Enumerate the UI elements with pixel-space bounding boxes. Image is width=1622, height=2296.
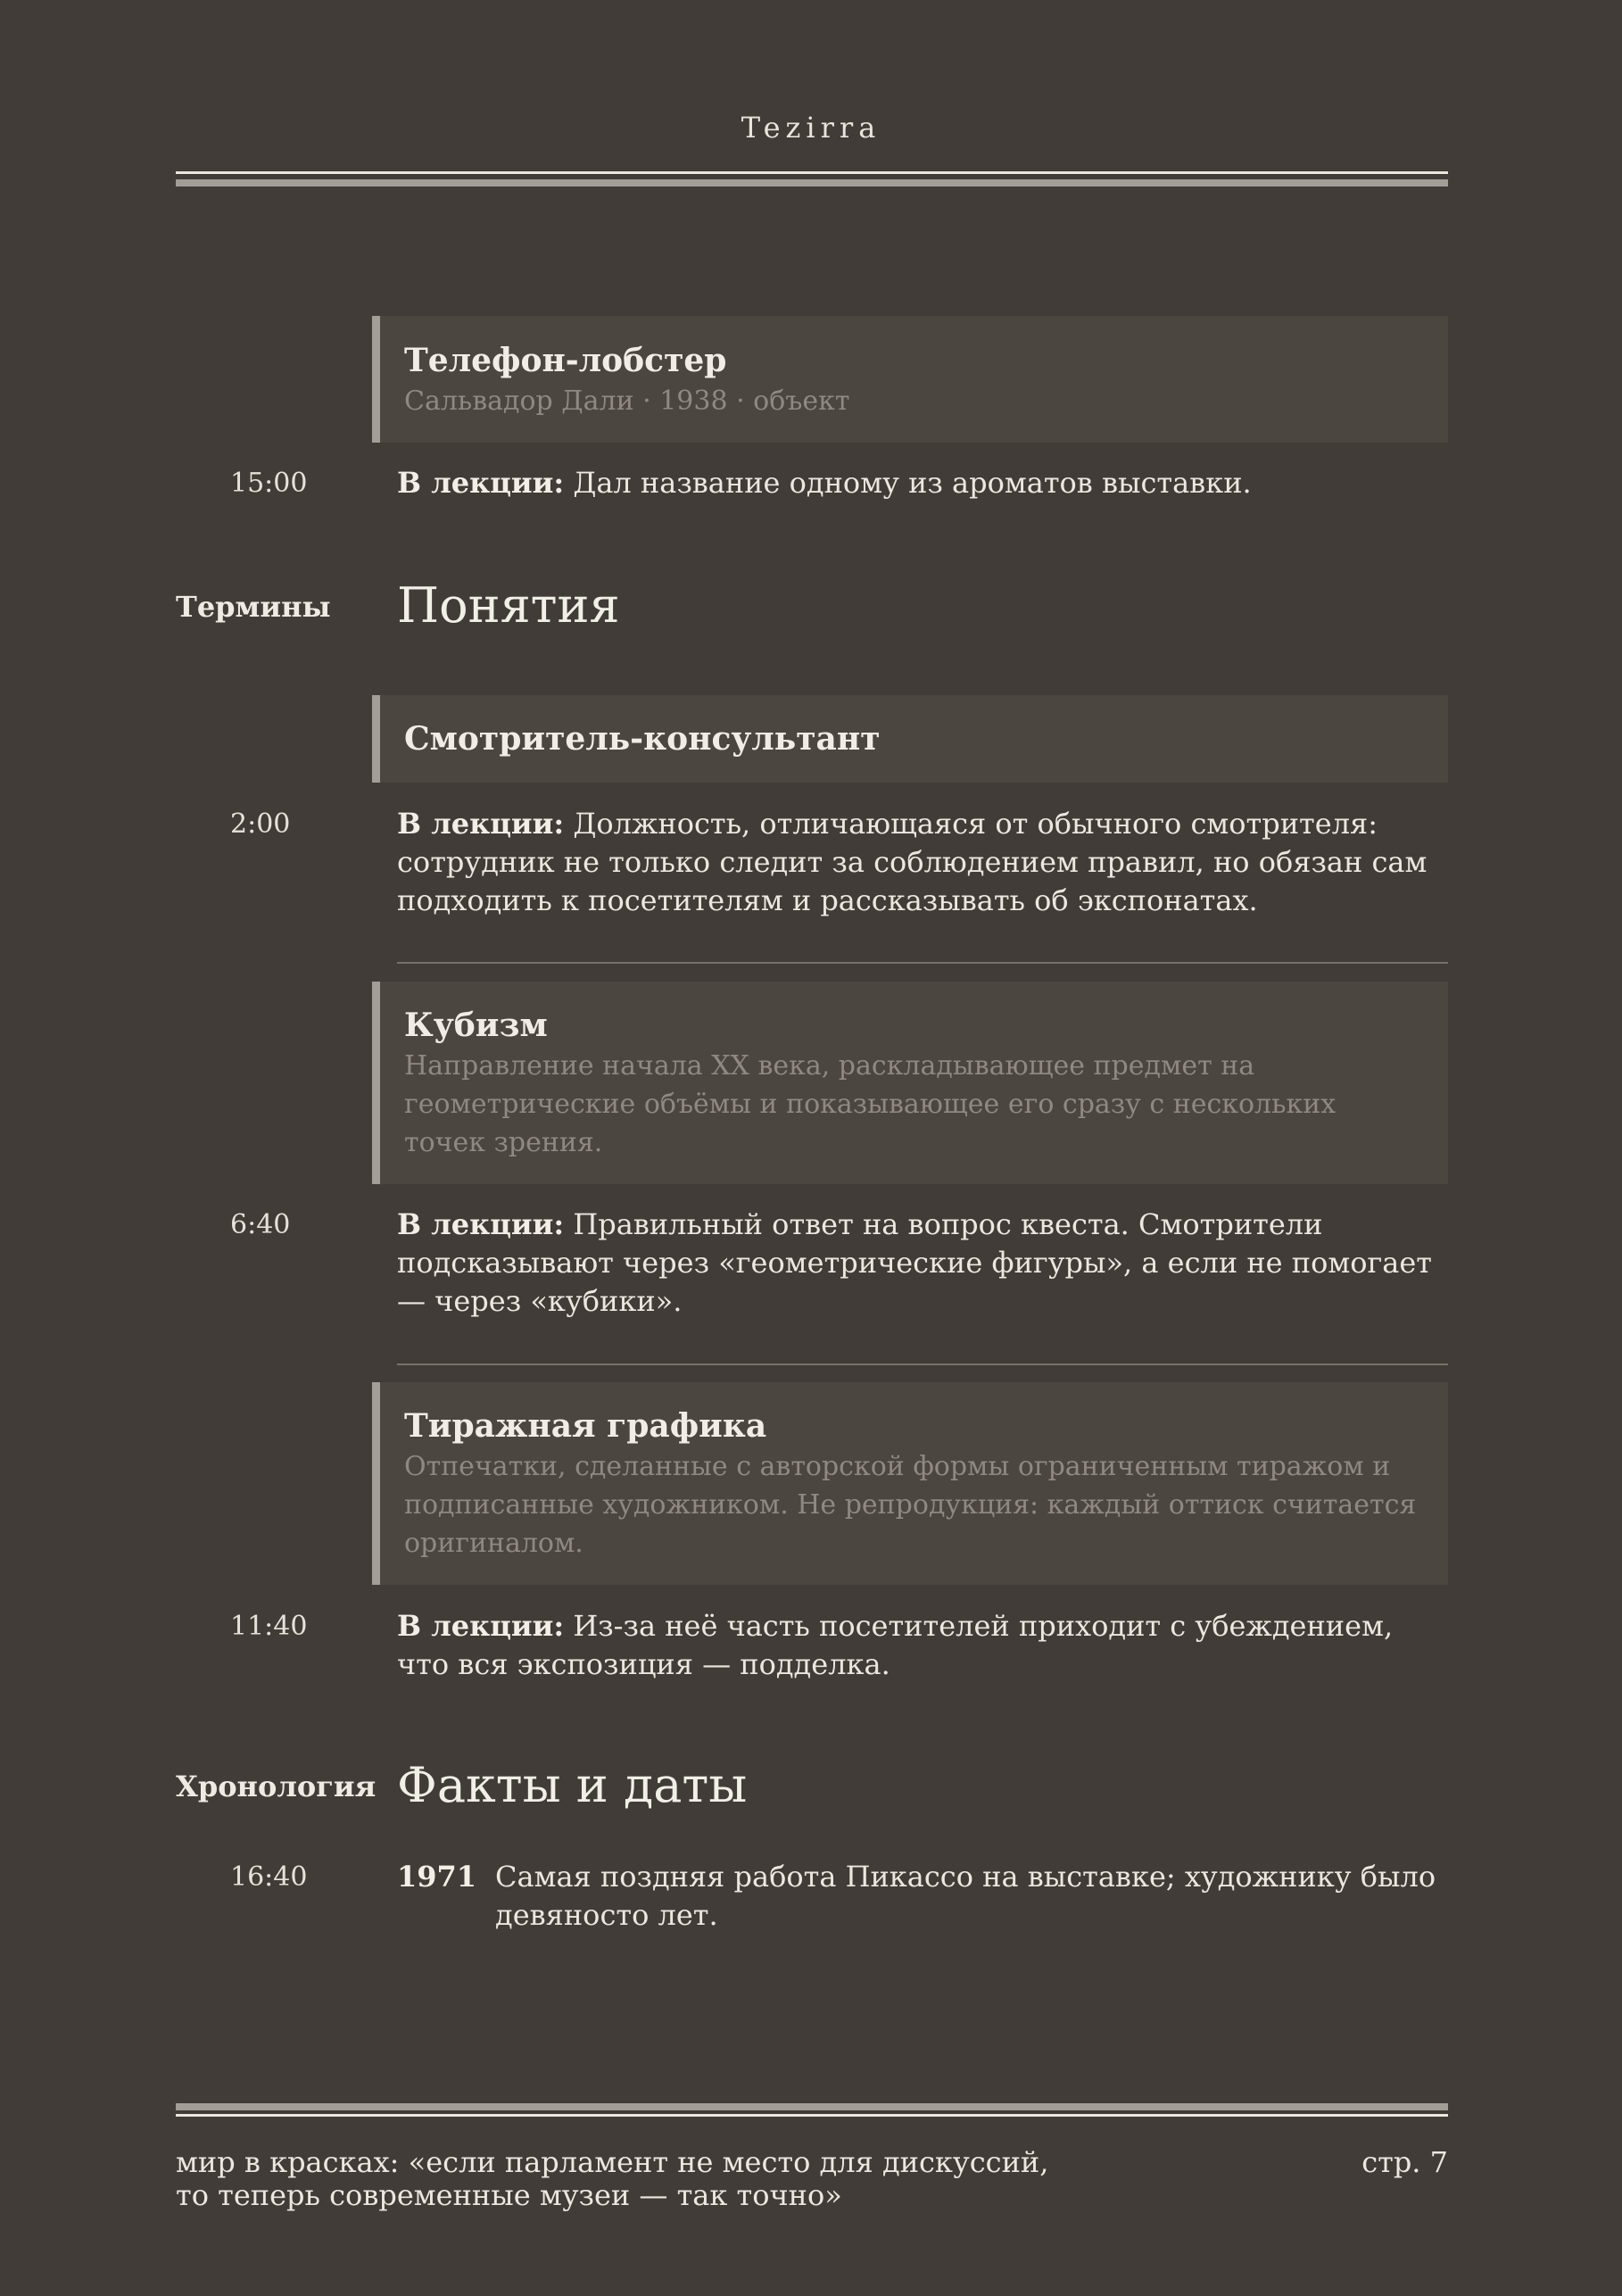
term-card-consultant [372, 695, 1448, 783]
footer-rule-thick [176, 2103, 1448, 2110]
lecture-note-text: Должность, отличающаяся от обычного смотрителя: сотрудник не только следит за соблюдением правил, но обязан сам подходить к посетителям и рассказывать об экспонатах. [397, 807, 1428, 917]
page-number: стр. 7 [1361, 2145, 1448, 2179]
term-title: Кубизм [404, 1007, 548, 1044]
timestamp: 16:40 [230, 1861, 308, 1893]
lecture-note [397, 464, 1448, 502]
lecture-note-label: В лекции: [397, 466, 565, 500]
term-definition: Направление начала XX века, раскладывающее предмет на геометрические объёмы и показывающее его сразу с нескольких точек зрения. [404, 1050, 1336, 1158]
section-side-label-chronology: Хронология [176, 1770, 377, 1803]
timestamp: 11:40 [230, 1611, 308, 1642]
header-rule-thick [176, 179, 1448, 186]
term-card-cubism [372, 982, 1448, 1184]
term-card-print-edition [372, 1382, 1448, 1585]
lecture-note-label: В лекции: [397, 1609, 565, 1643]
lecture-note-text: Дал название одному из ароматов выставки. [573, 466, 1252, 500]
lecture-note-label: В лекции: [397, 807, 565, 841]
section-title-chronology: Факты и даты [397, 1757, 748, 1813]
term-title: Смотритель-консультант [404, 720, 881, 758]
lecture-note-label: В лекции: [397, 1207, 565, 1241]
timestamp: 15:00 [230, 468, 308, 499]
footer-quote [176, 2146, 1246, 2212]
artwork-meta: Сальвадор Дали · 1938 · объект [404, 385, 850, 417]
fact-text: Самая поздняя работа Пикассо на выставке; художнику было девяносто лет. [495, 1860, 1436, 1932]
lecture-note-text: Из-за неё часть посетителей приходит с убеждением, что вся экспозиция — подделка. [397, 1609, 1394, 1681]
lecture-note [397, 1206, 1448, 1321]
timestamp: 2:00 [230, 808, 291, 840]
entry-divider [397, 1364, 1448, 1365]
publication-title: Tezirra [741, 111, 881, 145]
artwork-title: Телефон-лобстер [404, 342, 727, 379]
header-rule-thin [176, 171, 1448, 174]
timestamp: 6:40 [230, 1209, 291, 1240]
footer-quote-line: то теперь современные музеи — так точно» [176, 2178, 842, 2212]
term-definition: Отпечатки, сделанные с авторской формы ограниченным тиражом и подписанные художником. Не репродукция: каждый оттиск считается оригиналом. [404, 1451, 1417, 1559]
section-title-terms: Понятия [397, 577, 620, 634]
term-title: Тиражная графика [404, 1407, 767, 1445]
lecture-note [397, 1607, 1448, 1684]
artwork-card-lobster-phone [372, 316, 1448, 443]
entry-divider [397, 962, 1448, 964]
lecture-note [397, 805, 1448, 920]
footer-quote-line: мир в красках: «если парламент не место для дискуссий, [176, 2145, 1049, 2179]
footer-rule-thin [176, 2114, 1448, 2117]
section-side-label-terms: Термины [176, 590, 331, 624]
fact-year: 1971 [397, 1860, 477, 1894]
lecture-note-text: Правильный ответ на вопрос квеста. Смотрители подсказывают через «геометрические фигуры», а если не помогает — через «кубики». [397, 1207, 1432, 1318]
